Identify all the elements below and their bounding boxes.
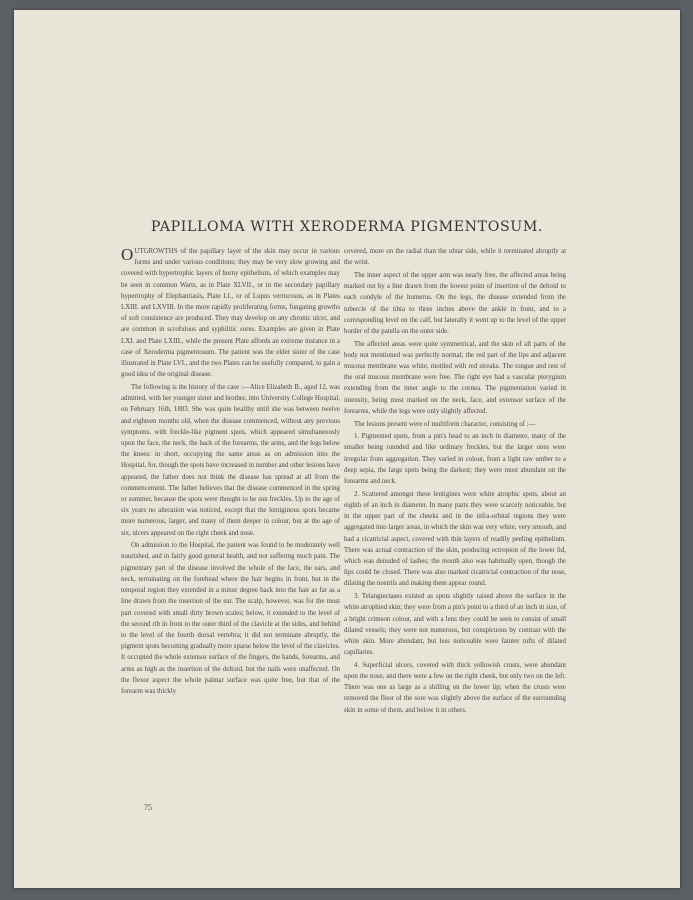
paragraph: The lesions present were of multiform character, consisting of :—: [354, 420, 536, 428]
page-number: 75: [144, 803, 152, 812]
paragraph: The affected areas were quite symmetrical, and the skin of all parts of the body not mentioned was perfectly normal; the red part of the lips and adjacent mucous membrane was white, mottled with red streaks. The tongue and rest of the oral mucous membrane were free. The right eye had a vascular pterygium extending from the inner angle to the cornea. The pigmentation varied in intensity, being most marked on the neck, face, and extensor surface of the forearms, while the legs were only slightly affected.: [344, 340, 566, 415]
paragraph: The following is the history of the case :—Alice Elizabeth B., aged 12, was admitted, with her younger sister and brother, into University College Hospital, on February 16th, 1883. She was quite healthy until she was between twelve and eighteen months old, when the disease commenced, without any previous symptoms, with freckle-like pigment spots, which appeared simultaneously upon the face, the neck, the back of the forearms, the arms, and the legs below the knees: in short, occupying the same areas as on admission into the Hospital, for, though the spots have increased in number and other lesions have appeared, the father does not think the disease has spread at all from the commencement. The father believes that the disease commenced in the spring or summer, because the spots were thought to be sun freckles. Up to the age of six years no alteration was noticed, except that the lentiginous spots became more numerous, larger, and many of them deeper in colour, but at the age of six, ulcers appeared on the right cheek and nose.: [121, 383, 340, 537]
paragraph-text: UTGROWTHS of the papillary layer of the skin may occur in various forms and under various conditions; they may be very slow growing and covered with hypertrophic layers of horny epithelium, of which examples may be seen in common Warts, as in Plate XLVII., or in the secondary papillary hypertrophy of Elephantiasis, Plate LI., or of Lupus verrucosus, as in Plates LXIII. and LXVIII. In the more rapidly proliferating forms, fungating growths of soft consistence are produced. They may develop on any chronic ulcer, and are common in scrofulous and syphilitic sores. Examples are given in Plate LXI. and Plate LXIII., while the present Plate affords an extreme instance in a case of Xeroderma pigmentosum. The patient was the elder sister of the case illustrated in Plate LVI., and the two Plates can be usefully compared, to gain a good idea of the original disease.: [121, 248, 340, 379]
paragraph: The inner aspect of the upper arm was nearly free, the affected areas being marked out by a line drawn from the lowest point of insertion of the deltoid to each condyle of the humerus. On the legs, the disease extended from the tubercle of the tibia to three inches above the ankle in front, and to a corresponding level on the calf, but laterally it went up to the level of the upper border of the patella on the outer side.: [344, 271, 566, 335]
paragraph: 2. Scattered amongst these lentigines were white atrophic spots, about an eighth of an inch in diameter. In many parts they were scarcely noticeable, but in the upper part of the cheeks and in the infra-orbital regions they were aggregated into larger areas, in which the skin was very white, very smooth, and had a cicatricial aspect, covered with thin layers of readily peeling epithelium. There was actual contraction of the skin, producing ectropion of the lower lid, which was denuded of lashes; the mouth also was habitually open, though the lips could be closed. There was also marked cicatricial contraction of the nose, dilating the nostrils and making them appear round.: [344, 490, 566, 588]
page-sheet: [14, 10, 680, 888]
paragraph: [121, 246, 340, 380]
paragraph: 1. Pigmented spots, from a pin's head to an inch in diameter, many of the smaller being rounded and like ordinary freckles, but the larger ones were irregular from aggregation. They varied in colour, from a light raw umber to a deep sepia, the large spots being the darkest; they were most abundant on the forearms and neck.: [344, 433, 566, 486]
paragraph: 3. Telangiectases existed as spots slightly raised above the surface in the white atrophied skin; they were from a pin's point to a third of an inch in size, of a bright crimson colour, and with a lens they could be seen to consist of small dilated vessels; they were not numerous, but conspicuous by contrast with the white skin. More abundant, but less noticeable were fainter tufts of dilated capillaries.: [344, 593, 566, 657]
paragraph: covered, more on the radial than the ulnar side, while it terminated abruptly at the wrist.: [344, 248, 566, 267]
right-column: [344, 246, 566, 717]
left-column: [121, 246, 340, 699]
article-title: PAPILLOMA WITH XERODERMA PIGMENTOSUM.: [150, 219, 544, 235]
paragraph: On admission to the Hospital, the patient was found to be moderately well nourished, and in fairly good general health, and not suffering much pain. The pigmentary part of the disease involved the whole of the face, the ears, and neck, terminating on the forehead where the hair begins in front, but in the temporal region they extended in a minor degree back into the hair as far as a line drawn from the insertion of the ear. The scalp, however, was for the most part covered with small dirty brown scales; below, it extended to the level of the second rib in front to the outer third of the clavicle at the sides, and behind to the level of the fourth dorsal vertebra; it did not terminate abruptly, the pigment spots becoming gradually more sparse below the level of the clavicles. It occupied the whole extensor surface of the fingers, the hands, forearms, and arms as high as the insertion of the deltoid, but the nails were unaffected. On the flexor aspect the whole palmar surface was quite free, but that of the forearm was thickly: [121, 542, 340, 695]
drop-cap: O: [121, 245, 134, 264]
paragraph: 4. Superficial ulcers, covered with thick yellowish crusts, were abundant upon the nose, and there were a few on the right cheek, but only two on the left. There was one as large as a shilling on the lower lip; when the crusts were removed the floor of the sore was slightly above the surface of the surrounding skin in some of them, and below it in others.: [344, 661, 566, 714]
